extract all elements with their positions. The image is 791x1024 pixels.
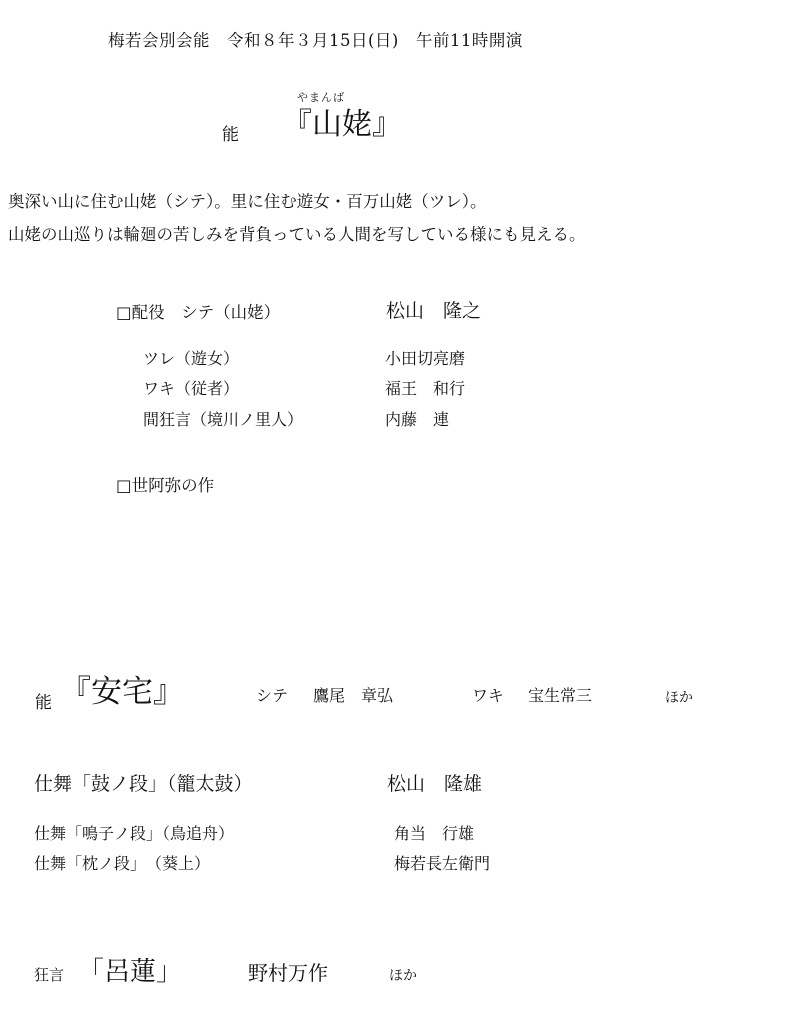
kyogen-actor: 野村万作 [248,961,328,985]
cast-role: ツレ（遊女） [143,349,240,368]
description-line: 奥深い山に住む山姥（シテ）。里に住む遊女・百万山姥（ツレ）。 [8,192,487,211]
play-title: 「呂蓮」 [78,957,183,987]
shimai-performer: 角当 行雄 [394,824,475,843]
play-title: 『山姥』 [282,107,402,142]
author-note: □世阿弥の作 [116,476,215,495]
shimai-performer: 松山 隆雄 [387,773,483,795]
shimai-performer: 梅若長左衛門 [394,854,491,873]
cast-role: ワキ（従者） [143,379,240,398]
genre-label: 能 [222,125,239,145]
genre-label: 能 [35,693,52,713]
program-header: 梅若会別会能 令和８年３月15日(日) 午前11時開演 [108,31,523,50]
cast-heading: □配役 シテ（山姥） [116,303,281,322]
etc-note: ほか [389,968,417,984]
cast-actor: 福王 和行 [385,379,466,398]
waki-label: ワキ [472,686,505,705]
cast-actor: 内藤 連 [385,410,450,429]
shimai-title: 仕舞「鳴子ノ段」（鳥追舟） [34,824,235,843]
waki-actor: 宝生常三 [528,686,593,705]
play-title: 『安宅』 [60,674,184,710]
shite-label: シテ [256,686,289,705]
shimai-title: 仕舞「鼓ノ段」（籠太鼓） [34,773,253,795]
cast-role: 間狂言（境川ノ里人） [143,410,304,429]
shimai-title: 仕舞「枕ノ段」 （葵上） [34,854,211,873]
cast-actor: 小田切亮磨 [385,349,466,368]
genre-label: 狂言 [34,966,65,984]
description-line: 山姥の山巡りは輪廻の苦しみを背負っている人間を写している様にも見える。 [8,225,586,244]
title-ruby: やまんば [297,91,345,104]
etc-note: ほか [665,690,693,706]
lead-actor: 松山 隆之 [386,300,482,322]
shite-actor: 鷹尾 章弘 [313,686,394,705]
